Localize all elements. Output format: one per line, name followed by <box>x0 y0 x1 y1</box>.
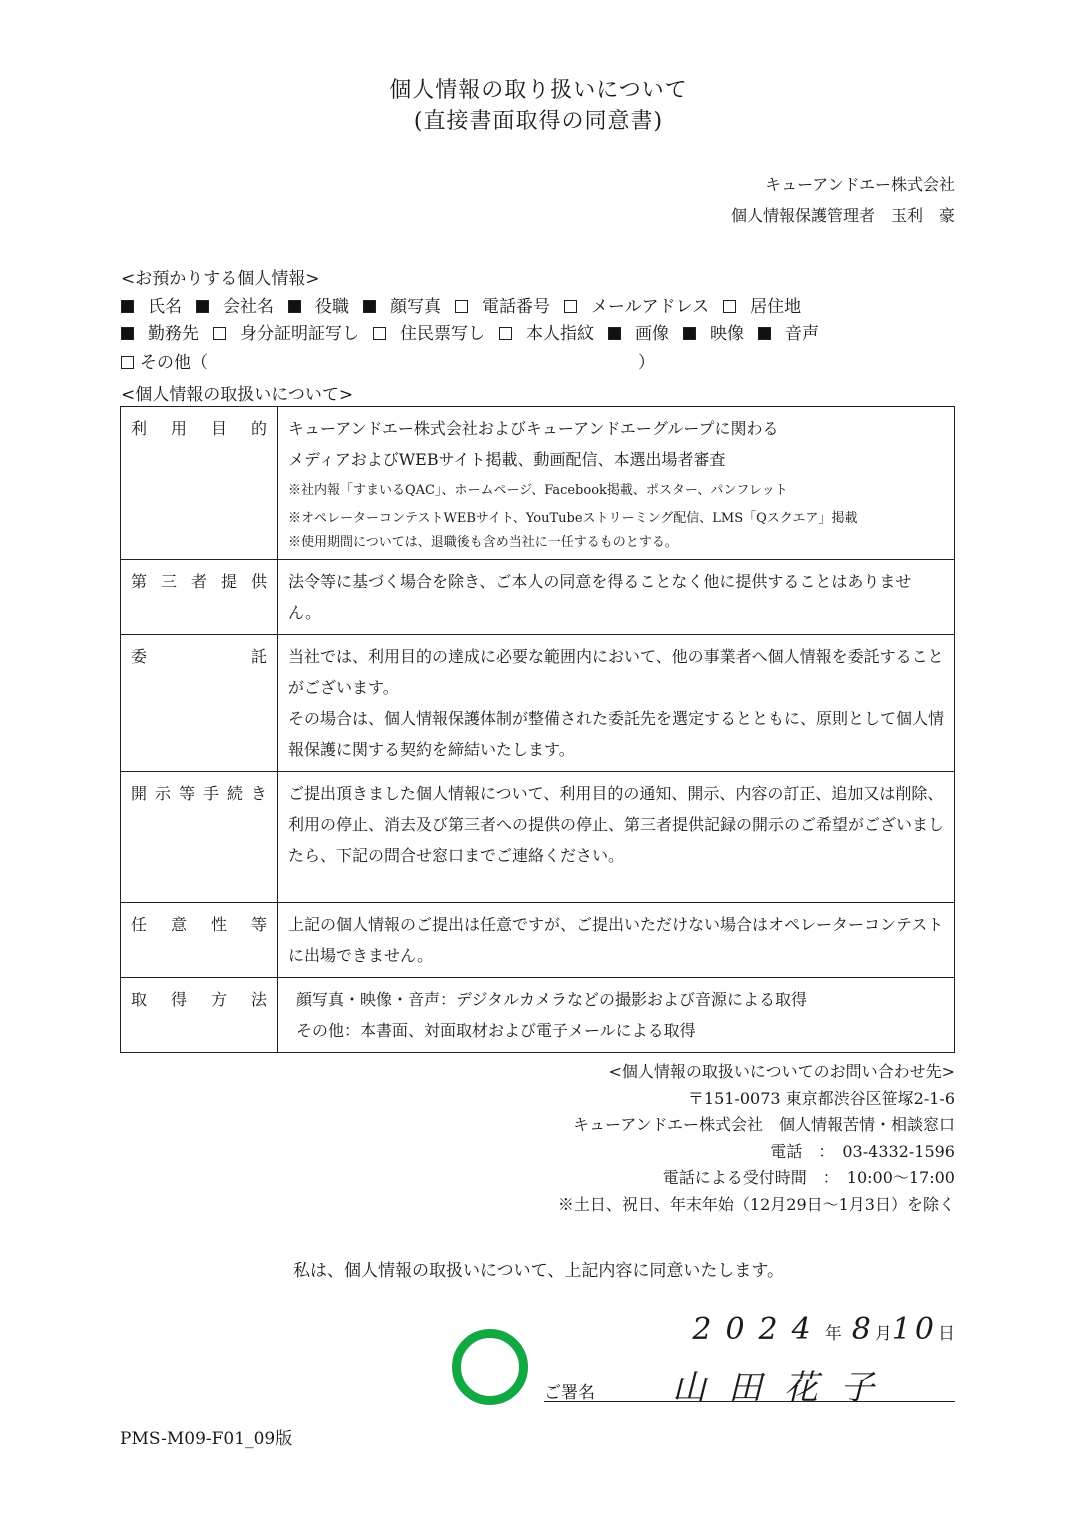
purpose-line-2: メディアおよびWEBサイト掲載、動画配信、本選出場者審査 <box>288 450 726 469</box>
method-line-2: その他：本書面、対面取材および電子メールによる取得 <box>296 1021 696 1040</box>
label-purpose <box>121 407 278 560</box>
label-char: 方 <box>210 990 227 1009</box>
label-char: 三 <box>160 572 177 591</box>
consent-statement: 私は、個人情報の取扱いについて、上記内容に同意いたします。 <box>293 1261 784 1281</box>
label-char: 供 <box>250 572 267 591</box>
checkbox[interactable] <box>121 327 134 340</box>
stamp-circle <box>452 1329 528 1405</box>
contact-office: キューアンドエー株式会社 個人情報苦情・相談窓口 <box>573 1115 955 1134</box>
date-day: 10 <box>891 1312 938 1347</box>
signature-line <box>544 1401 955 1402</box>
checkbox-label: 顔写真 <box>390 297 441 317</box>
contact-heading: <個人情報の取扱いについてのお問い合わせ先> <box>608 1062 955 1081</box>
label-char: 第 <box>131 572 148 591</box>
cell-voluntary: 上記の個人情報のご提出は任意ですが、ご提出いただけない場合はオペレーターコンテストに出場できません。 <box>278 903 955 978</box>
company-name: キューアンドエー株式会社 <box>765 175 955 194</box>
items-row-2-item <box>121 319 199 344</box>
checkbox-label: 役職 <box>315 297 349 317</box>
method-line-1: 顔写真・映像・音声：デジタルカメラなどの撮影および音源による取得 <box>296 990 808 1009</box>
checkbox[interactable] <box>683 327 696 340</box>
privacy-manager: 個人情報保護管理者 玉利 豪 <box>730 206 955 225</box>
label-char: 開 <box>131 784 148 803</box>
label-char: 得 <box>170 990 187 1009</box>
date-day-unit: 日 <box>938 1324 955 1344</box>
items-row-2-item <box>758 319 819 344</box>
label-char: 委 <box>131 647 148 666</box>
label-char: 等 <box>178 784 195 803</box>
checkbox[interactable] <box>455 300 468 313</box>
label-char: 者 <box>190 572 207 591</box>
items-row-2-item <box>608 319 669 344</box>
cell-method <box>278 978 955 1053</box>
cell-purpose <box>278 407 955 560</box>
cell-entrust <box>278 635 955 772</box>
contact-block <box>558 1059 955 1218</box>
title-line-2: (直接書面取得の同意書) <box>413 109 664 134</box>
form-id: PMS-M09-F01_09版 <box>120 1429 293 1449</box>
label-char: 等 <box>250 915 267 934</box>
label-char: 利 <box>131 419 148 438</box>
contact-address: 〒151-0073 東京都渋谷区笹塚2-1-6 <box>687 1088 955 1108</box>
checkbox[interactable] <box>723 300 736 313</box>
checkbox-label: 音声 <box>785 324 819 344</box>
purpose-line-1: キューアンドエー株式会社およびキューアンドエーグループに関わる <box>288 419 779 438</box>
checkbox-label: 電話番号 <box>482 297 550 317</box>
checkbox-label: メールアドレス <box>591 297 710 317</box>
checkbox-label: 身分証明証写し <box>240 324 359 344</box>
cell-disclosure: ご提出頂きました個人情報について、利用目的の通知、開示、内容の訂正、追加又は削除、利用の停止、消去及び第三者への提供の停止、第三者提供記録の開示のご希望がございましたら、下記の問合せ窓口までご連絡ください。 <box>278 772 955 903</box>
contact-phone: 電話 ： 03-4332-1596 <box>770 1141 955 1161</box>
handling-heading: <個人情報の取扱いについて> <box>121 385 354 405</box>
row-third-party <box>121 560 955 635</box>
checkbox-label: 居住地 <box>750 297 802 317</box>
other-label: その他（ <box>140 353 208 373</box>
label-char: 意 <box>170 915 187 934</box>
purpose-note-3: ※使用期間については、退職後も含め当社に一任するものとする。 <box>288 535 678 550</box>
checkbox[interactable] <box>608 327 621 340</box>
row-purpose <box>121 407 955 560</box>
checkbox[interactable] <box>288 300 301 313</box>
checkbox[interactable] <box>758 327 771 340</box>
label-char: 手 <box>202 784 219 803</box>
date-month-unit: 月 <box>874 1324 892 1344</box>
row-entrust <box>121 635 955 772</box>
items-row-1-item <box>723 292 801 317</box>
other-close: ） <box>638 353 655 373</box>
contact-hours: 電話による受付時間 ： 10:00〜17:00 <box>662 1168 955 1187</box>
date-year: 2024 <box>692 1312 825 1347</box>
checkbox[interactable] <box>121 300 134 313</box>
checkbox[interactable] <box>499 327 512 340</box>
items-row-1-item <box>288 292 349 317</box>
label-char: 的 <box>250 419 267 438</box>
row-method <box>121 978 955 1053</box>
items-row-1-item <box>455 292 550 317</box>
items-row-2-item <box>373 319 485 344</box>
checkbox-label: 住民票写し <box>400 324 485 344</box>
title-line-1: 個人情報の取り扱いについて <box>389 78 688 103</box>
checkbox[interactable] <box>213 327 226 340</box>
items-row-1-item <box>121 292 182 317</box>
entrust-text-1: 当社では、利用目的の達成に必要な範囲内において、他の事業者へ個人情報を委託することがございます。 <box>288 647 944 697</box>
label-char: 取 <box>131 990 148 1009</box>
checkbox[interactable] <box>564 300 577 313</box>
label-char: 続 <box>226 784 243 803</box>
date-month: 8 <box>851 1312 875 1347</box>
row-disclosure <box>121 772 955 903</box>
checkbox[interactable] <box>373 327 386 340</box>
checkbox-label: 会社名 <box>223 297 274 317</box>
handling-table <box>120 406 955 1053</box>
items-row-1-item <box>196 292 274 317</box>
label-char: き <box>250 784 267 803</box>
checkbox-label: 氏名 <box>148 297 182 317</box>
signature[interactable]: 山田花子 <box>672 1368 896 1408</box>
checkbox-label: 画像 <box>635 324 669 344</box>
items-row-1 <box>121 292 815 317</box>
signed-date <box>692 1312 955 1347</box>
checkbox[interactable] <box>196 300 209 313</box>
label-char: 性 <box>210 915 227 934</box>
items-heading: <お預かりする個人情報> <box>121 269 320 289</box>
items-row-1-item <box>564 292 709 317</box>
label-char: 任 <box>131 915 148 934</box>
items-row-2-item <box>499 319 594 344</box>
items-row-1-item <box>363 292 441 317</box>
date-year-unit: 年 <box>824 1324 842 1344</box>
checkbox-other[interactable] <box>121 356 134 369</box>
checkbox[interactable] <box>363 300 376 313</box>
row-voluntary <box>121 903 955 978</box>
contact-note: ※土日、祝日、年末年始（12月29日〜1月3日）を除く <box>557 1194 955 1214</box>
checkbox-label: 映像 <box>710 324 744 344</box>
label-char: 用 <box>170 419 187 438</box>
label-char: 法 <box>250 990 267 1009</box>
purpose-note-2: ※オペレーターコンテストWEBサイト、YouTubeストリーミング配信、LMS「Qスクエア」掲載 <box>288 511 858 526</box>
checkbox-label: 勤務先 <box>148 324 199 344</box>
signature-label: ご署名 <box>544 1383 595 1403</box>
checkbox-label: 本人指紋 <box>526 324 594 344</box>
items-row-2 <box>121 319 833 344</box>
items-row-2-item <box>213 319 359 344</box>
items-other <box>121 348 669 373</box>
items-row-2-item <box>683 319 744 344</box>
purpose-note-1: ※社内報「すまいるQAC」、ホームページ、Facebook掲載、ポスター、パンフレット <box>288 483 788 498</box>
label-char: 提 <box>220 572 237 591</box>
label-char: 託 <box>250 647 267 666</box>
entrust-text-2: その場合は、個人情報保護体制が整備された委託先を選定するとともに、原則として個人情報保護に関する契約を締結いたします。 <box>288 709 945 759</box>
label-char: 示 <box>154 784 171 803</box>
cell-third-party: 法令等に基づく場合を除き、ご本人の同意を得ることなく他に提供することはありません。 <box>278 560 955 635</box>
label-char: 目 <box>210 419 227 438</box>
